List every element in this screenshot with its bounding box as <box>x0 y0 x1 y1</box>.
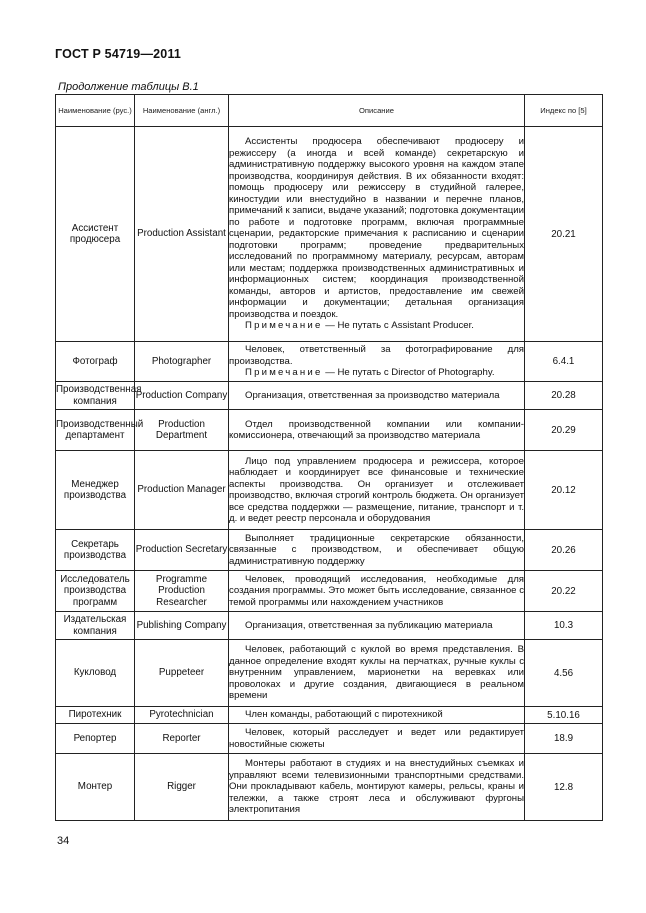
term-index: 12.8 <box>525 754 603 821</box>
term-index: 18.9 <box>525 724 603 754</box>
description-text: Ассистенты продюсера обеспечивают продюсеру и режиссеру (а иногда и всей команде) секретарскую и административную поддержку высокого уровня на каждом этапе производства, координируя действия. В их обязанности входят: помощь продюсеру или режиссеру в студийной галерее, киностудии или внестудийно в названии и перечне планов, примечаний к записи, выдаче указаний; подготовка документации по работе и подготовке программ, включая программные сценарии, редакторские примечания к расписанию и сценарии подготовки программ; проведение предварительных исследований по программному материалу, ресурсам, авторам или местам; поддержка производственных административных и информационных систем; координация производственной команды, авторов и артистов, предоставление им свежей информации и документации; детальная организация производства и поездок. <box>229 136 524 320</box>
term-en: Programme Production Researcher <box>135 571 229 612</box>
term-description <box>229 530 525 571</box>
table-row <box>56 342 603 382</box>
table-row <box>56 724 603 754</box>
term-en: Reporter <box>135 724 229 754</box>
term-ru: Секретарь производства <box>56 530 135 571</box>
note-label: Примечание <box>245 367 323 379</box>
term-index: 20.12 <box>525 451 603 530</box>
description-text: Монтеры работают в студиях и на внестудийных съемках и управляют всеми телевизионными транспортными средствами. Они прокладывают кабель, монтируют камеры, рельсы, краны и тележки, а также строят леса и обслуживают фургоны электропитания <box>229 758 524 816</box>
term-en: Pyrotechnician <box>135 707 229 724</box>
term-ru: Производственный департамент <box>56 410 135 451</box>
table-row <box>56 754 603 821</box>
term-index: 20.22 <box>525 571 603 612</box>
term-ru: Репортер <box>56 724 135 754</box>
note-text: — Не путать с Assistant Producer. <box>322 320 474 332</box>
description-text: Человек, ответственный за фотографирование для производства. <box>229 344 524 367</box>
term-en: Production Manager <box>135 451 229 530</box>
table-row <box>56 571 603 612</box>
table-row <box>56 382 603 410</box>
term-description <box>229 640 525 707</box>
term-ru: Кукловод <box>56 640 135 707</box>
description-text: Отдел производственной компании или компании-комиссионера, отвечающий за производство материала <box>229 418 524 441</box>
column-header-desc: Описание <box>229 95 525 127</box>
term-description <box>229 127 525 342</box>
note-text: — Не путать с Director of Photography. <box>322 367 495 379</box>
column-header-idx: Индекс по [5] <box>525 95 603 127</box>
description-text: Организация, ответственная за производство материала <box>245 389 500 401</box>
term-index: 20.21 <box>525 127 603 342</box>
description-text: Организация, ответственная за публикацию материала <box>245 619 493 631</box>
term-description <box>229 451 525 530</box>
term-ru: Пиротехник <box>56 707 135 724</box>
term-index: 10.3 <box>525 612 603 640</box>
table-row <box>56 451 603 530</box>
term-index: 5.10.16 <box>525 707 603 724</box>
term-en: Puppeteer <box>135 640 229 707</box>
term-index: 6.4.1 <box>525 342 603 382</box>
column-header-ru: Наименование (рус.) <box>56 95 135 127</box>
description-text: Человек, который расследует и ведет или редактирует новостийные сюжеты <box>229 727 524 750</box>
term-ru: Монтер <box>56 754 135 821</box>
term-description <box>229 707 525 724</box>
term-en: Production Company <box>135 382 229 410</box>
term-description <box>229 612 525 640</box>
term-index: 20.29 <box>525 410 603 451</box>
description-text: Выполняет традиционные секретарские обязанности, связанные с производством, и обеспечивает общую административную поддержку <box>229 532 524 567</box>
term-index: 20.28 <box>525 382 603 410</box>
term-description <box>229 342 525 382</box>
table-row <box>56 612 603 640</box>
term-index: 4.56 <box>525 640 603 707</box>
term-description <box>229 724 525 754</box>
table-row <box>56 127 603 342</box>
table-row <box>56 530 603 571</box>
term-en: Publishing Company <box>135 612 229 640</box>
table-row <box>56 410 603 451</box>
term-ru: Ассистент продюсера <box>56 127 135 342</box>
page-number: 34 <box>57 835 70 847</box>
term-ru: Производственная компания <box>56 382 135 410</box>
standard-number: ГОСТ Р 54719—2011 <box>55 47 182 61</box>
table-continuation-caption: Продолжение таблицы В.1 <box>58 81 199 93</box>
term-index: 20.26 <box>525 530 603 571</box>
term-description <box>229 571 525 612</box>
description-text: Человек, работающий с куклой во время представления. В данное определение входят куклы на перчатках, ручные куклы с внутренним управлением, марионетки на веревках или проволоках и другие создания, двигающиеся в реальном времени <box>229 644 524 702</box>
table-header-row <box>56 95 603 127</box>
terms-table <box>55 94 603 821</box>
term-en: Production Assistant <box>135 127 229 342</box>
note-label: Примечание <box>245 320 323 332</box>
table-row <box>56 707 603 724</box>
description-note <box>229 320 524 332</box>
table-row <box>56 640 603 707</box>
term-en: Production Department <box>135 410 229 451</box>
term-en: Production Secretary <box>135 530 229 571</box>
description-text: Член команды, работающий с пиротехникой <box>245 709 443 721</box>
term-description <box>229 410 525 451</box>
column-header-en: Наименование (англ.) <box>135 95 229 127</box>
term-ru: Менеджер производства <box>56 451 135 530</box>
term-description <box>229 754 525 821</box>
term-en: Rigger <box>135 754 229 821</box>
term-ru: Исследователь производства программ <box>56 571 135 612</box>
description-text: Лицо под управлением продюсера и режиссера, которое наблюдает и координирует все финансовые и технические аспекты производства. Он организует и отслеживает производство, включая строгий контроль бюджета. Он организует все средства поддержки — размещение, питание, транспорт и т. д. и ведет реестр персонала и оборудования <box>229 455 524 524</box>
description-note <box>229 367 524 379</box>
term-ru: Фотограф <box>56 342 135 382</box>
term-ru: Издательская компания <box>56 612 135 640</box>
term-en: Photographer <box>135 342 229 382</box>
description-text: Человек, проводящий исследования, необходимые для создания программы. Это может быть исследование, связанное с темой программы или нахождением участников <box>229 573 524 608</box>
term-description <box>229 382 525 410</box>
